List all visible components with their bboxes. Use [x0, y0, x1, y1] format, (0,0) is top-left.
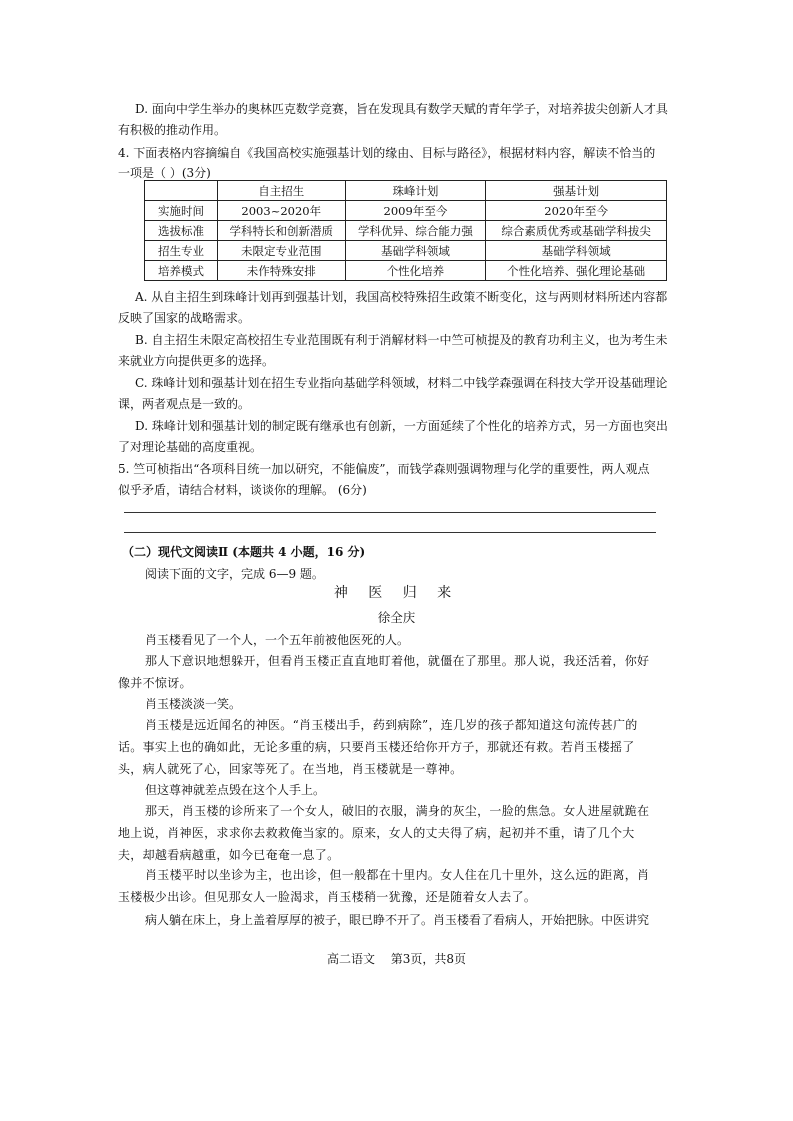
- table-cell: 综合素质优秀或基础学科拔尖: [486, 221, 667, 241]
- table-header-cell: 自主招生: [218, 181, 346, 201]
- page-footer: [0, 950, 793, 967]
- table-cell: 培养模式: [145, 261, 218, 281]
- table-cell: 2003~2020年: [218, 201, 346, 221]
- q4-option-c-line2: 课，两者观点是一致的。: [118, 397, 251, 411]
- answer-line: [124, 532, 656, 533]
- q4-option-c-line1: C. 珠峰计划和强基计划在招生专业指向基础学科领域，材料二中钱学森强调在科技大学开设基础理论: [135, 376, 668, 390]
- table-cell: 基础学科领域: [486, 241, 667, 261]
- story-paragraph-6: 那天，肖玉楼的诊所来了一个女人，破旧的衣服，满身的灰尘，一脸的焦急。女人进屋就跪在地上说，肖神医，求求你去救救俺当家的。原来，女人的丈夫得了病，起初并不重，请了几个大夫，却越看病越重，如今已奄奄一息了。: [118, 804, 650, 862]
- story-paragraph-1: 肖玉楼看见了一个人，一个五年前被他医死的人。: [145, 633, 410, 647]
- table-cell: 个性化培养、强化理论基础: [486, 261, 667, 281]
- story-paragraph-4: 肖玉楼是远近闻名的神医。“肖玉楼出手，药到病除”，连几岁的孩子都知道这句流传甚广的话。事实上也的确如此，无论多重的病，只要肖玉楼还给你开方子，那就还有救。若肖玉楼摇了头，病人就死了心，回家等死了。在当地，肖玉楼就是一尊神。: [118, 718, 638, 776]
- table-cell: 个性化培养: [345, 261, 486, 281]
- footer-page-info: 第3页，共8页: [390, 952, 467, 966]
- recruitment-plan-table: [144, 180, 667, 281]
- q4-option-b-line2: 来就业方向提供更多的选择。: [118, 354, 275, 368]
- table-cell: 招生专业: [145, 241, 218, 261]
- q4-option-d-line2: 了对理论基础的高度重视。: [118, 440, 263, 454]
- q5-stem-line2: 似乎矛盾，请结合材料，谈谈你的理解。 (6分): [118, 483, 367, 497]
- q4-stem-line2: 一项是（ ）(3分): [118, 166, 211, 180]
- table-cell: 未作特殊安排: [218, 261, 346, 281]
- story-paragraph-2: 那人下意识地想躲开，但看肖玉楼正直直地盯着他，就僵在了那里。那人说，我还活着，你好像并不惊讶。: [118, 654, 650, 690]
- q5-stem-line1: 5. 竺可桢指出“各项科目统一加以研究，不能偏废”，而钱学森则强调物理与化学的重要性，两人观点: [118, 462, 650, 476]
- table-cell: 未限定专业范围: [218, 241, 346, 261]
- q4-option-a-line2: 反映了国家的战略需求。: [118, 311, 251, 325]
- q4-stem-line1: 4. 下面表格内容摘编自《我国高校实施强基计划的缘由、目标与路径》，根据材料内容，解读不恰当的: [118, 146, 656, 160]
- table-header-cell: 珠峰计划: [345, 181, 486, 201]
- story-title: 神 医 归 来: [333, 585, 460, 601]
- story-paragraph-8: 病人躺在床上，身上盖着厚厚的被子，眼已睁不开了。肖玉楼看了看病人，开始把脉。中医讲究: [145, 913, 650, 927]
- table-cell: 2009年至今: [345, 201, 486, 221]
- story-paragraph-5: 但这尊神就差点毁在这个人手上。: [145, 783, 326, 797]
- table-cell: 选拔标准: [145, 221, 218, 241]
- footer-subject: 高二语文: [326, 952, 375, 966]
- table-row: [145, 201, 667, 221]
- answer-line: [124, 512, 656, 513]
- table-row: [145, 221, 667, 241]
- q4-option-b-line1: B. 自主招生未限定高校招生专业范围既有利于消解材料一中竺可桢提及的教育功利主义，也为考生未: [135, 333, 668, 347]
- table-cell: 学科特长和创新潜质: [218, 221, 346, 241]
- q3-option-d-line1: D. 面向中学生举办的奥林匹克数学竞赛，旨在发现具有数学天赋的青年学子，对培养拔尖创新人才具: [135, 102, 668, 116]
- section2-heading: （二）现代文阅读Ⅱ (本题共 4 小题，16 分): [122, 545, 366, 559]
- table-row: [145, 261, 667, 281]
- table-cell: 基础学科领域: [345, 241, 486, 261]
- table-header-row: [145, 181, 667, 201]
- section2-instruction: 阅读下面的文字，完成 6—9 题。: [145, 567, 324, 581]
- table-cell: 实施时间: [145, 201, 218, 221]
- story-author: 徐全庆: [377, 610, 416, 625]
- table-header-cell: [145, 181, 218, 201]
- table-cell: 学科优异、综合能力强: [345, 221, 486, 241]
- q4-option-a-line1: A. 从自主招生到珠峰计划再到强基计划，我国高校特殊招生政策不断变化，这与两则材料所述内容都: [135, 290, 668, 304]
- story-paragraph-7: 肖玉楼平时以坐诊为主，也出诊，但一般都在十里内。女人住在几十里外，这么远的距离，肖玉楼极少出诊。但见那女人一脸渴求，肖玉楼稍一犹豫，还是随着女人去了。: [118, 868, 650, 904]
- table-header-cell: 强基计划: [486, 181, 667, 201]
- table-cell: 2020年至今: [486, 201, 667, 221]
- q3-option-d-line2: 有积极的推动作用。: [118, 123, 227, 137]
- q4-option-d-line1: D. 珠峰计划和强基计划的制定既有继承也有创新，一方面延续了个性化的培养方式，另一方面也突出: [135, 419, 668, 433]
- story-paragraph-3: 肖玉楼淡淡一笑。: [145, 697, 242, 711]
- table-row: [145, 241, 667, 261]
